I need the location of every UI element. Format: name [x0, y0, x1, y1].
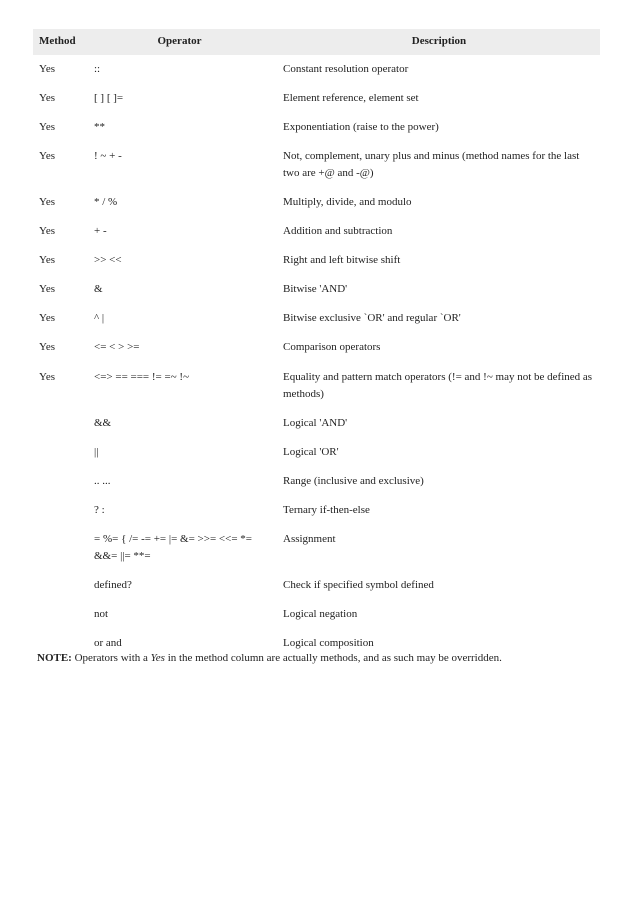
cell-description: Logical negation — [283, 607, 358, 620]
cell-description: Comparison operators — [283, 341, 381, 354]
cell-operator: :: — [94, 63, 101, 75]
cell-method: Yes — [39, 92, 56, 105]
cell-method: Yes — [39, 225, 56, 238]
note-label: NOTE: — [37, 652, 72, 664]
cell-operator: not — [94, 607, 109, 620]
table-row — [33, 188, 600, 217]
table-row — [33, 246, 600, 275]
cell-method: Yes — [39, 254, 56, 267]
table-row — [33, 363, 600, 409]
cell-description: Element reference, element set — [283, 92, 419, 105]
cell-operator: || — [94, 445, 99, 458]
cell-description: Addition and subtraction — [283, 225, 393, 238]
cell-description: Multiply, divide, and modulo — [283, 196, 412, 209]
table-row — [33, 84, 600, 113]
cell-description: Ternary if-then-else — [283, 503, 370, 516]
cell-method: Yes — [39, 341, 56, 354]
table-row — [33, 467, 600, 496]
cell-description: Assignment — [283, 532, 336, 545]
cell-description: Check if specified symbol defined — [283, 578, 434, 591]
cell-operator: = %= { /= -= += |= &= >>= <<= *= &&= ||= **= — [94, 532, 252, 562]
cell-method: Yes — [39, 370, 56, 383]
cell-operator: <= < > >= — [94, 341, 140, 354]
cell-operator: & — [94, 283, 103, 296]
cell-method: Yes — [39, 283, 56, 296]
table-row — [33, 600, 600, 629]
cell-description: Bitwise exclusive `OR' and regular `OR' — [283, 312, 461, 325]
cell-description: Range (inclusive and exclusive) — [283, 474, 424, 487]
cell-method — [33, 600, 81, 629]
table-row — [33, 304, 600, 333]
cell-method: Yes — [39, 150, 56, 163]
cell-method: Yes — [39, 312, 56, 325]
header-operator: Operator — [81, 29, 278, 55]
table-row — [33, 275, 600, 304]
cell-method — [33, 409, 81, 438]
table-row — [33, 55, 600, 84]
table-row — [33, 333, 600, 362]
table-body — [33, 55, 600, 658]
note-emphasis: Yes — [150, 652, 165, 664]
cell-method — [33, 525, 81, 571]
cell-method: Yes — [39, 63, 56, 75]
cell-description: Logical 'AND' — [283, 416, 348, 429]
cell-operator: * / % — [94, 196, 118, 209]
table-row — [33, 142, 600, 188]
cell-operator: .. ... — [94, 474, 111, 487]
table-row — [33, 496, 600, 525]
cell-operator: ** — [94, 121, 105, 134]
table-row — [33, 571, 600, 600]
cell-description: Constant resolution operator — [283, 63, 409, 75]
cell-method — [33, 571, 81, 600]
table-row — [33, 409, 600, 438]
cell-description: Bitwise 'AND' — [283, 283, 348, 296]
cell-operator: <=> == === != =~ !~ — [94, 370, 190, 383]
cell-operator: defined? — [94, 578, 132, 591]
cell-description: Logical 'OR' — [283, 445, 339, 458]
note-text-before: Operators with a — [71, 652, 151, 664]
note-text-after: in the method column are actually methods, and as such may be overridden. — [164, 652, 502, 664]
note-paragraph — [37, 651, 607, 666]
table-row — [33, 525, 600, 571]
cell-description: Equality and pattern match operators (!= and !~ may not be defined as methods) — [283, 370, 593, 400]
operators-table — [33, 29, 600, 658]
cell-operator: ^ | — [94, 312, 105, 325]
header-row — [33, 29, 600, 55]
cell-method — [33, 467, 81, 496]
table-row — [33, 217, 600, 246]
header-method: Method — [33, 29, 81, 55]
document-page — [33, 29, 600, 658]
cell-description: Exponentiation (raise to the power) — [283, 121, 439, 134]
cell-operator: && — [94, 416, 112, 429]
cell-operator: [ ] [ ]= — [94, 92, 124, 105]
cell-description: Right and left bitwise shift — [283, 254, 401, 267]
header-description: Description — [278, 29, 600, 55]
cell-method: Yes — [39, 196, 56, 209]
cell-operator: + - — [94, 225, 107, 238]
cell-description: Not, complement, unary plus and minus (method names for the last two are +@ and -@) — [283, 150, 580, 180]
cell-operator: or and — [94, 636, 122, 649]
cell-method — [33, 438, 81, 467]
table-row — [33, 113, 600, 142]
cell-method — [33, 496, 81, 525]
cell-operator: ! ~ + - — [94, 150, 122, 163]
cell-operator: ? : — [94, 503, 105, 516]
cell-description: Logical composition — [283, 636, 374, 649]
cell-operator: >> << — [94, 254, 122, 267]
table-row — [33, 438, 600, 467]
table-header — [33, 29, 600, 55]
cell-method: Yes — [39, 121, 56, 134]
